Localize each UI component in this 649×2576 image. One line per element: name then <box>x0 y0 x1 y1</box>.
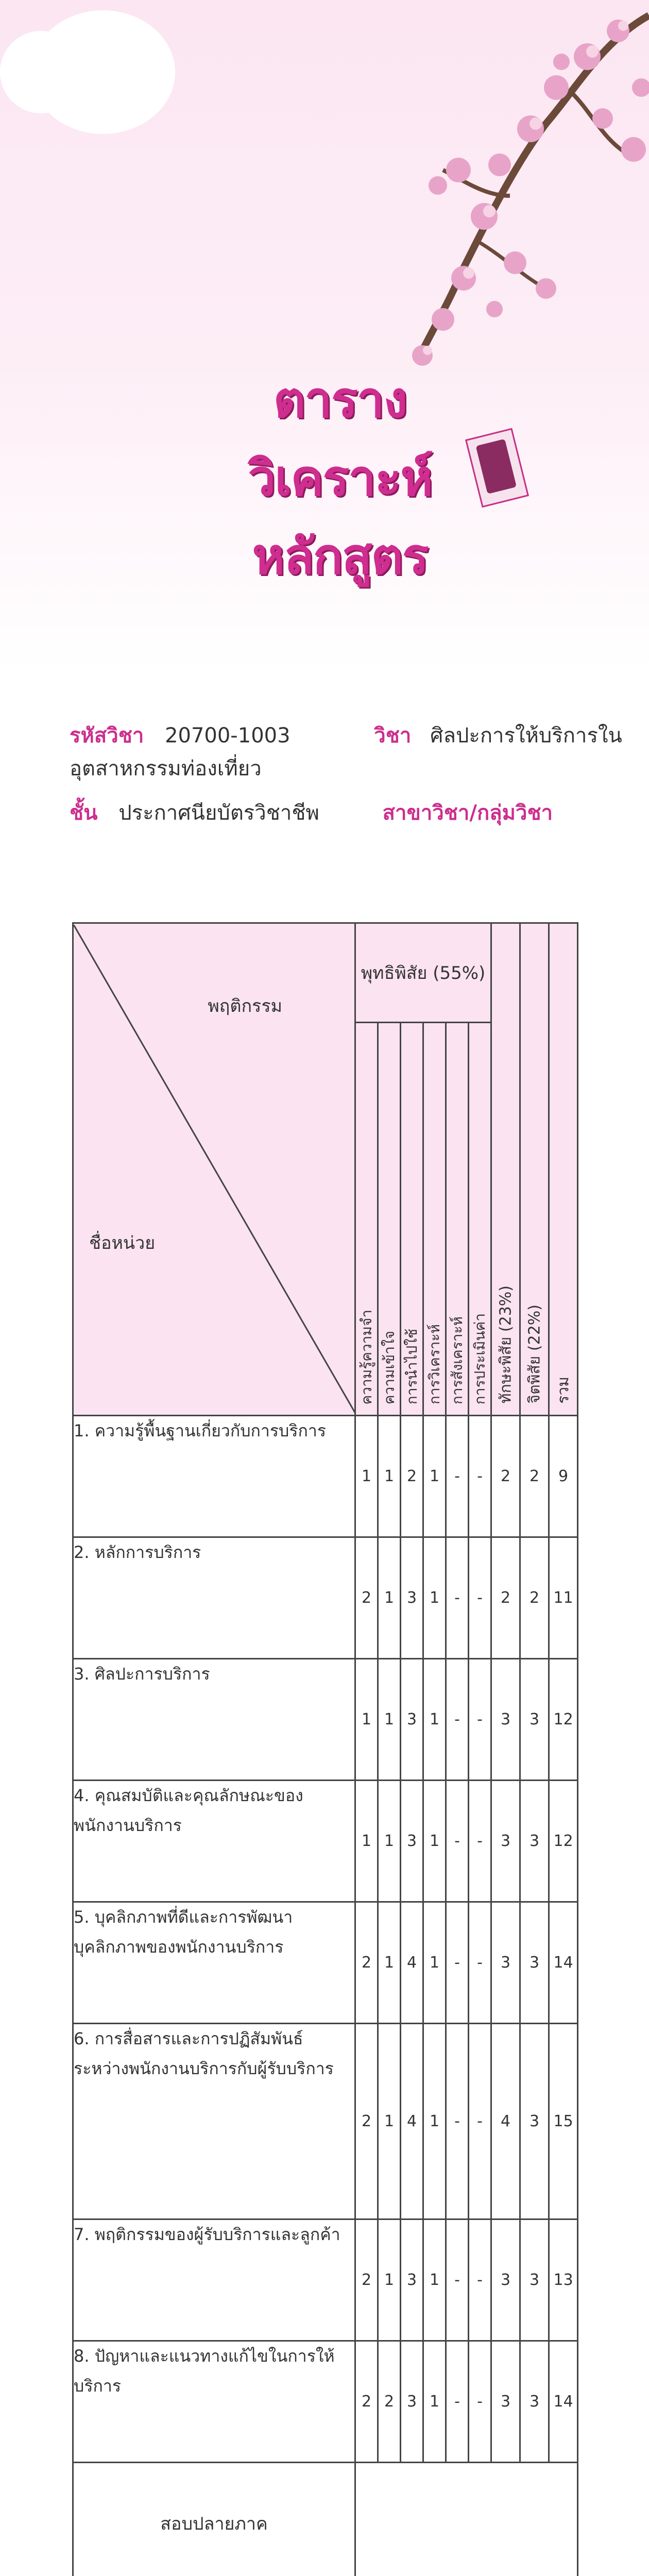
score-cell: 3 <box>401 2341 423 2463</box>
score-cell: 4 <box>401 1902 423 2024</box>
score-cell: - <box>469 1781 491 1902</box>
score-cell: 3 <box>520 1781 549 1902</box>
col-header-text: การสังเคราะห์ <box>448 1316 466 1404</box>
final-exam-label: สอบปลายภาค <box>73 2463 355 2576</box>
level-value: ประกาศนียบัตรวิชาชีพ <box>118 801 319 825</box>
curriculum-analysis-table <box>72 922 578 2576</box>
col-header-text: ทักษะพิสัย (23%) <box>497 1285 515 1404</box>
score-cell: 4 <box>401 2024 423 2219</box>
level-label: ชั้น <box>70 801 98 825</box>
score-cell: 2 <box>355 2219 378 2341</box>
final-exam-row <box>73 2463 578 2576</box>
score-cell: 11 <box>549 1537 578 1659</box>
cherry-blossom-branch <box>361 0 649 412</box>
table-row <box>73 2024 578 2219</box>
score-cell: - <box>446 2341 469 2463</box>
score-cell: 3 <box>520 1659 549 1781</box>
score-cell: - <box>446 2219 469 2341</box>
unit-name-cell: 5. บุคลิกภาพที่ดีและการพัฒนาบุคลิกภาพของพนักงานบริการ <box>73 1902 355 2024</box>
col-header-text: จิตพิสัย (22%) <box>525 1304 544 1404</box>
score-cell: 1 <box>355 1659 378 1781</box>
col-header-evaluate <box>469 1023 491 1416</box>
score-cell: 3 <box>401 2219 423 2341</box>
col-header-remember <box>355 1023 378 1416</box>
unit-header-label: ชื่อหน่วย <box>89 1232 156 1253</box>
score-cell: - <box>469 2219 491 2341</box>
score-cell: 2 <box>355 1537 378 1659</box>
score-cell: - <box>469 1659 491 1781</box>
score-cell: 1 <box>355 1416 378 1537</box>
unit-name-cell: 3. ศิลปะการบริการ <box>73 1659 355 1781</box>
table-row <box>73 1416 578 1537</box>
score-cell: 2 <box>520 1416 549 1537</box>
diagonal-header-cell <box>73 923 355 1416</box>
col-header-affective <box>520 923 549 1416</box>
score-cell: 15 <box>549 2024 578 2219</box>
subject-label: วิชา <box>374 724 412 748</box>
score-cell: 1 <box>423 2024 446 2219</box>
course-info-line-1 <box>70 719 649 785</box>
score-cell: 3 <box>520 2341 549 2463</box>
score-cell: 1 <box>423 2341 446 2463</box>
table-row <box>73 2341 578 2463</box>
score-cell: - <box>446 2024 469 2219</box>
table-row <box>73 1902 578 2024</box>
table-row <box>73 1537 578 1659</box>
col-header-analyze <box>423 1023 446 1416</box>
col-header-text: การนำไปใช้ <box>403 1328 420 1404</box>
score-cell: 3 <box>401 1781 423 1902</box>
col-header-psychomotor <box>491 923 520 1416</box>
score-cell: 1 <box>378 1416 401 1537</box>
unit-name-cell: 6. การสื่อสารและการปฏิสัมพันธ์ระหว่างพนักงานบริการกับผู้รับบริการ <box>73 2024 355 2219</box>
score-cell: 1 <box>378 1659 401 1781</box>
unit-name-cell: 1. ความรู้พื้นฐานเกี่ยวกับการบริการ <box>73 1416 355 1537</box>
score-cell: - <box>469 2341 491 2463</box>
cognitive-group-header: พุทธิพิสัย (55%) <box>355 923 491 1023</box>
score-cell: 3 <box>491 1781 520 1902</box>
score-cell: 12 <box>549 1781 578 1902</box>
score-cell: 1 <box>378 1781 401 1902</box>
course-info-line-2 <box>70 796 565 829</box>
final-exam-empty-cell <box>355 2463 578 2576</box>
course-code-value: 20700-1003 <box>165 724 291 748</box>
score-cell: - <box>446 1416 469 1537</box>
score-cell: 2 <box>401 1416 423 1537</box>
score-cell: 2 <box>378 2341 401 2463</box>
unit-name-cell: 7. พฤติกรรมของผู้รับบริการและลูกค้า <box>73 2219 355 2341</box>
behavior-header-label: พฤติกรรม <box>208 995 282 1016</box>
col-header-text: การประเมินค่า <box>471 1313 488 1404</box>
score-cell: 1 <box>423 2219 446 2341</box>
score-cell: - <box>446 1902 469 2024</box>
col-header-text: ความรู้ความจำ <box>357 1309 375 1404</box>
score-cell: 3 <box>491 1902 520 2024</box>
table-row <box>73 1781 578 1902</box>
score-cell: 14 <box>549 1902 578 2024</box>
score-cell: 2 <box>355 2341 378 2463</box>
col-header-text: รวม <box>554 1376 573 1404</box>
score-cell: 2 <box>491 1537 520 1659</box>
score-cell: 1 <box>378 2219 401 2341</box>
score-cell: 3 <box>520 2024 549 2219</box>
score-cell: 9 <box>549 1416 578 1537</box>
unit-name-cell: 8. ปัญหาและแนวทางแก้ไขในการให้บริการ <box>73 2341 355 2463</box>
subject-value: ศิลปะการให้บริการในอุตสาหกรรมท่องเที่ยว <box>70 724 622 781</box>
score-cell: 1 <box>378 1537 401 1659</box>
page-title: ตารางวิเคราะห์หลักสูตร <box>248 371 432 585</box>
score-cell: 3 <box>491 2341 520 2463</box>
score-cell: 14 <box>549 2341 578 2463</box>
score-cell: 1 <box>423 1416 446 1537</box>
table-row <box>73 1659 578 1781</box>
score-cell: - <box>469 1416 491 1537</box>
col-header-synthesize <box>446 1023 469 1416</box>
score-cell: 3 <box>491 1659 520 1781</box>
score-cell: 1 <box>378 2024 401 2219</box>
score-cell: 2 <box>355 1902 378 2024</box>
program-label: สาขาวิชา/กลุ่มวิชา <box>382 801 553 825</box>
score-cell: - <box>469 1902 491 2024</box>
unit-name-cell: 2. หลักการบริการ <box>73 1537 355 1659</box>
score-cell: - <box>446 1659 469 1781</box>
score-cell: 1 <box>423 1781 446 1902</box>
score-cell: 1 <box>423 1659 446 1781</box>
score-cell: 1 <box>423 1902 446 2024</box>
unit-name-cell: 4. คุณสมบัติและคุณลักษณะของพนักงานบริการ <box>73 1781 355 1902</box>
score-cell: 3 <box>491 2219 520 2341</box>
cloud-decoration <box>0 31 82 113</box>
score-cell: 3 <box>520 1902 549 2024</box>
score-cell: 2 <box>491 1416 520 1537</box>
score-cell: - <box>469 1537 491 1659</box>
score-cell: 3 <box>401 1537 423 1659</box>
score-cell: 1 <box>355 1781 378 1902</box>
col-header-text: การวิเคราะห์ <box>425 1324 443 1404</box>
score-cell: 3 <box>520 2219 549 2341</box>
course-code-label: รหัสวิชา <box>70 724 144 748</box>
col-header-apply <box>401 1023 423 1416</box>
score-cell: 2 <box>520 1537 549 1659</box>
col-header-total <box>549 923 578 1416</box>
col-header-understand <box>378 1023 401 1416</box>
score-cell: 12 <box>549 1659 578 1781</box>
score-cell: 1 <box>378 1902 401 2024</box>
table-row <box>73 2219 578 2341</box>
score-cell: 4 <box>491 2024 520 2219</box>
score-cell: - <box>446 1781 469 1902</box>
score-cell: 1 <box>423 1537 446 1659</box>
score-cell: 13 <box>549 2219 578 2341</box>
score-cell: - <box>446 1537 469 1659</box>
score-cell: 2 <box>355 2024 378 2219</box>
score-cell: 3 <box>401 1659 423 1781</box>
score-cell: - <box>469 2024 491 2219</box>
col-header-text: ความเข้าใจ <box>380 1330 398 1404</box>
